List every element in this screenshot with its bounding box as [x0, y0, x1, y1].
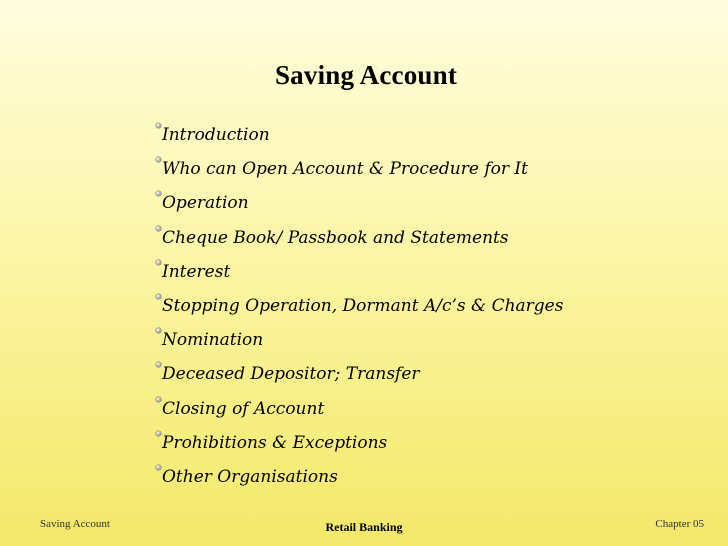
- slide-title: Saving Account: [274, 60, 458, 90]
- round-bullet-icon: [156, 431, 161, 436]
- footer-right-label: Chapter 05: [655, 518, 704, 530]
- round-bullet-icon: [156, 294, 161, 299]
- list-item-text: Closing of Account: [162, 398, 325, 419]
- list-item-text: Operation: [162, 193, 249, 214]
- footer-center-label: Retail Banking: [325, 520, 403, 534]
- list-item-text: Prohibitions & Exceptions: [162, 432, 388, 453]
- list-item-text: Nomination: [162, 330, 264, 351]
- list-item: [150, 323, 563, 357]
- list-item: [150, 357, 563, 391]
- round-bullet-icon: [156, 260, 161, 265]
- round-bullet-icon: [156, 397, 161, 402]
- list-item-text: Interest: [162, 261, 231, 282]
- list-item-text: Who can Open Account & Procedure for It: [162, 159, 528, 180]
- list-item-text: Stopping Operation, Dormant A/c’s & Charges: [162, 295, 564, 316]
- list-item: [150, 460, 563, 494]
- round-bullet-icon: [156, 465, 161, 470]
- list-item-text: Introduction: [162, 125, 270, 145]
- round-bullet-icon: [156, 226, 161, 231]
- round-bullet-icon: [156, 123, 161, 128]
- list-item: [150, 118, 563, 152]
- topic-list: [150, 118, 563, 494]
- list-item-text: Deceased Depositor; Transfer: [162, 364, 420, 385]
- list-item: [150, 289, 563, 323]
- list-item: [150, 221, 563, 255]
- list-item: [150, 186, 563, 220]
- list-item: [150, 152, 563, 186]
- list-item: [150, 426, 563, 460]
- list-item: [150, 392, 563, 426]
- list-item-text: Cheque Book/ Passbook and Statements: [162, 227, 509, 248]
- list-item-text: Other Organisations: [162, 466, 338, 487]
- list-item: [150, 255, 563, 289]
- footer-left-label: Saving Account: [40, 518, 110, 530]
